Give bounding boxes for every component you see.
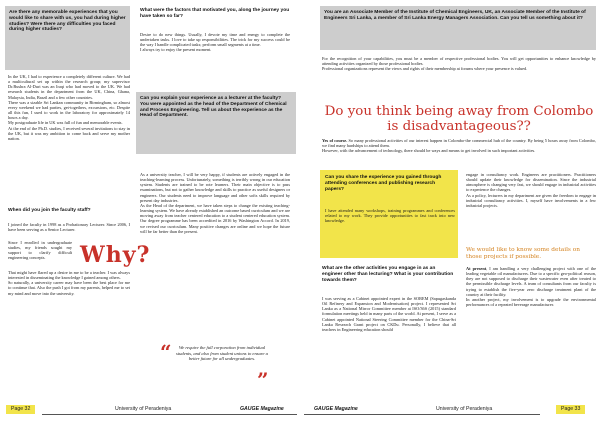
- open-quote-mark: “: [160, 340, 172, 364]
- answer-colombo: [322, 138, 596, 153]
- paragraph: So naturally, a university career may have been the best place for me to continue that. Also the push I got from my parents, helped me to set my mind and move into the university.: [8, 280, 130, 296]
- question-project-details: We would like to know some details on those projects if possible.: [466, 247, 580, 260]
- question-professional-bodies: You are an Associate Member of the Institute of Chemical Engineers, UK, an Associate Member of the Institute of Engineers Sri Lanka, a member of Sri Lanka Energy Managers Association. Can you tell us something about it?: [324, 10, 586, 21]
- paragraph: In the UK, I had to experience a completely different culture. We had a multicultural set up within the research group; my supervisor Dr.Bushra Al-Duri was an Iraqi who had moved to the UK. We had research students in the department from the UK, China, Ghana, Malaysia, India, Brazil and a few other countries.: [8, 74, 130, 100]
- paragraph: In another project, my involvement is to upgrade the environmental performances of a repeated beverage manufacturer.: [466, 296, 596, 308]
- footer-university: University of Peradeniya: [115, 406, 172, 412]
- paragraph: As a policy, lecturers in my department are given the freedom to engage in industrial consultancy activities. I, myself have involvements in a few industrial projects.: [466, 192, 596, 208]
- paragraph: engage in consultancy work. Engineers are practitioners. Practitioners should update their knowledge for dissemination. Since the industrial atmosphere is changing very fast, we should engage in industrial activities to experience the changes.: [466, 172, 596, 193]
- answer-motivation: [140, 32, 290, 53]
- paragraph-text: So many professional activities of our interest happen in Colombo-the commercial hub of the country. By being 5 hours away from Colombo, we find many hardships to attend them.: [322, 138, 596, 149]
- answer-project-details: [466, 266, 596, 307]
- answer-memorable-experiences: [8, 74, 130, 141]
- question-motivation: What were the factors that motivated you, along the journey you have taken so far?: [140, 8, 290, 19]
- page-number: Page 33: [556, 405, 585, 414]
- close-quote-mark: ”: [257, 368, 269, 392]
- answer-professional-bodies: [322, 56, 596, 71]
- paragraph: [466, 266, 596, 297]
- heading-colombo: Do you think being away from Colombo is disadvantageous??: [324, 104, 594, 134]
- paragraph: For the recognition of your capabilities, you must be a member of respective professional bodies. You will get opportunities to enhance knowledge by attending activities organized by those professional bodies.: [322, 56, 596, 67]
- lead-text: Yes of course.: [322, 138, 348, 143]
- paragraph: [322, 138, 596, 148]
- question-other-activities: What are the other activities you engage in as an engineer other than lecturing? What is your contribution towards them?: [322, 266, 454, 283]
- question-conferences: Can you share the experience you gained through attending conferences and publishing research papers?: [325, 175, 442, 192]
- paragraph: As the Head of the department, we have taken steps to change the existing teaching-learning system. We have already established an outcome based curriculum and we are moving away from teacher centered education to a student centered education system. Our degree programme has been accredited in 2016 by Washington Accord. In 2019, we revised our curriculum. Many positive changes are online and we hope the future will be far better than the present.: [140, 202, 290, 234]
- question-join-faculty: When did you join the faculty staff?: [8, 208, 91, 213]
- question-memorable-experiences: Are there any memorable experiences that you would like to share with us, you had during higher studies? Were there any difficulties you faced during higher studies?: [9, 10, 126, 33]
- answer-join-faculty-intro: I joined the faculty in 1998 as a Probationary Lecturer. Since 2006, I have been serving as a Senior Lecturer.: [8, 222, 130, 233]
- answer-other-activities-continued: [466, 172, 596, 208]
- paragraph: At the end of the Ph.D. studies, I received several invitations to stay in the UK, but it was my ambition to come back and serve my mother nation.: [8, 125, 130, 141]
- answer-conferences: I have attended many workshops, training programmes and conferences related to my work. They provide opportunities to fast track into new knowledge.: [325, 208, 455, 224]
- right-page: [300, 0, 600, 424]
- answer-wrap-text: Since I enrolled in undergraduate studies, my friends sought my support to clarify difficult engineering concepts.: [8, 240, 72, 261]
- paragraph-text: , I am handling a very challenging project with one of the leading vegetable oil manufacturers. Due to a specific geo-political reason, they are not supposed to discharge their wastewater even after treated to the permissible discharge levels. A team of consultants from our faculty is trying to establish the five-year zero discharge treatment plant of the country at their facility.: [466, 266, 596, 297]
- footer-magazine: GAUGE Magazine: [314, 406, 358, 412]
- pull-quote: We require the full corporation from individual students, and also from student unions to ensure a better future for all undergraduates.: [176, 345, 268, 362]
- page-number: Page 32: [6, 405, 35, 414]
- paragraph: As a university teacher, I will be very happy, if students are actively engaged in the teaching-learning process. Unfortunately, something is terribly wrong in our education system. Students are trained to be rote learners. Their main objective is to pass examinations, but not to gather knowledge and skills to practice as useful designers or engineers. Our students need to improve language and other softs skills required by present day industries.: [140, 172, 290, 203]
- answer-join-faculty-rest: [8, 270, 130, 296]
- paragraph: That might have flared up a desire in me to be a teacher. I was always interested in disseminating the knowledge I gained among others.: [8, 270, 130, 281]
- paragraph: However, with the advancement of technology, there should be ways and means to get involved in such important activities.: [322, 148, 536, 154]
- footer-rule: [42, 414, 297, 415]
- paragraph: Professional organizations represent the views and rights of their membership at forums where your presence is valued.: [322, 66, 528, 72]
- footer-rule: [304, 414, 540, 415]
- paragraph: Desire to do new things. Usually, I devote my time and energy to complete the undertaken tasks. I love to take up responsibilities. The trick for my success could be the way I handle complicated tasks; perform small segments at a time.: [140, 32, 290, 48]
- question-lecturer-experience: Can you explain your experience as a lecturer at the faculty? You were appointed as the head of the Department of Chemical and Process Engineering. Tell us about the experience as the Head of Department.: [140, 96, 287, 119]
- paragraph: There was a sizable Sri Lankan community in Birmingham, so almost every weekend we had parties, get-togethers, excursions, etc. Despite all this fun, I used to work in the laboratory for approximately 14 hours a day.: [8, 99, 130, 121]
- lead-text: At present: [466, 266, 487, 271]
- footer-university: University of Peradeniya: [436, 406, 493, 412]
- paragraph: My postgraduate life in UK was full of fun and memorable events.: [8, 120, 123, 126]
- paragraph: I always try to enjoy the present moment.: [140, 47, 212, 53]
- answer-other-activities: I was serving as a Cabinet appointed expert in the SOREM (Sapugaskanda Oil Refinery and Expansion and Modernisation) project. I represented Sri Lanka as a National Mirror Committee member at ISO/36S (2015) standard formulation meetings held in many parts of the world. At present, I serve as a Cabinet appointed National Steering Committee member for the China-Sri Lanka Research Grant project on CKDu. Personally, I believe that all teachers in Engineering education should: [322, 296, 456, 332]
- why-callout: Why?: [80, 242, 151, 268]
- footer-magazine: GAUGE Magazine: [240, 406, 284, 412]
- answer-lecturer-experience: [140, 172, 290, 234]
